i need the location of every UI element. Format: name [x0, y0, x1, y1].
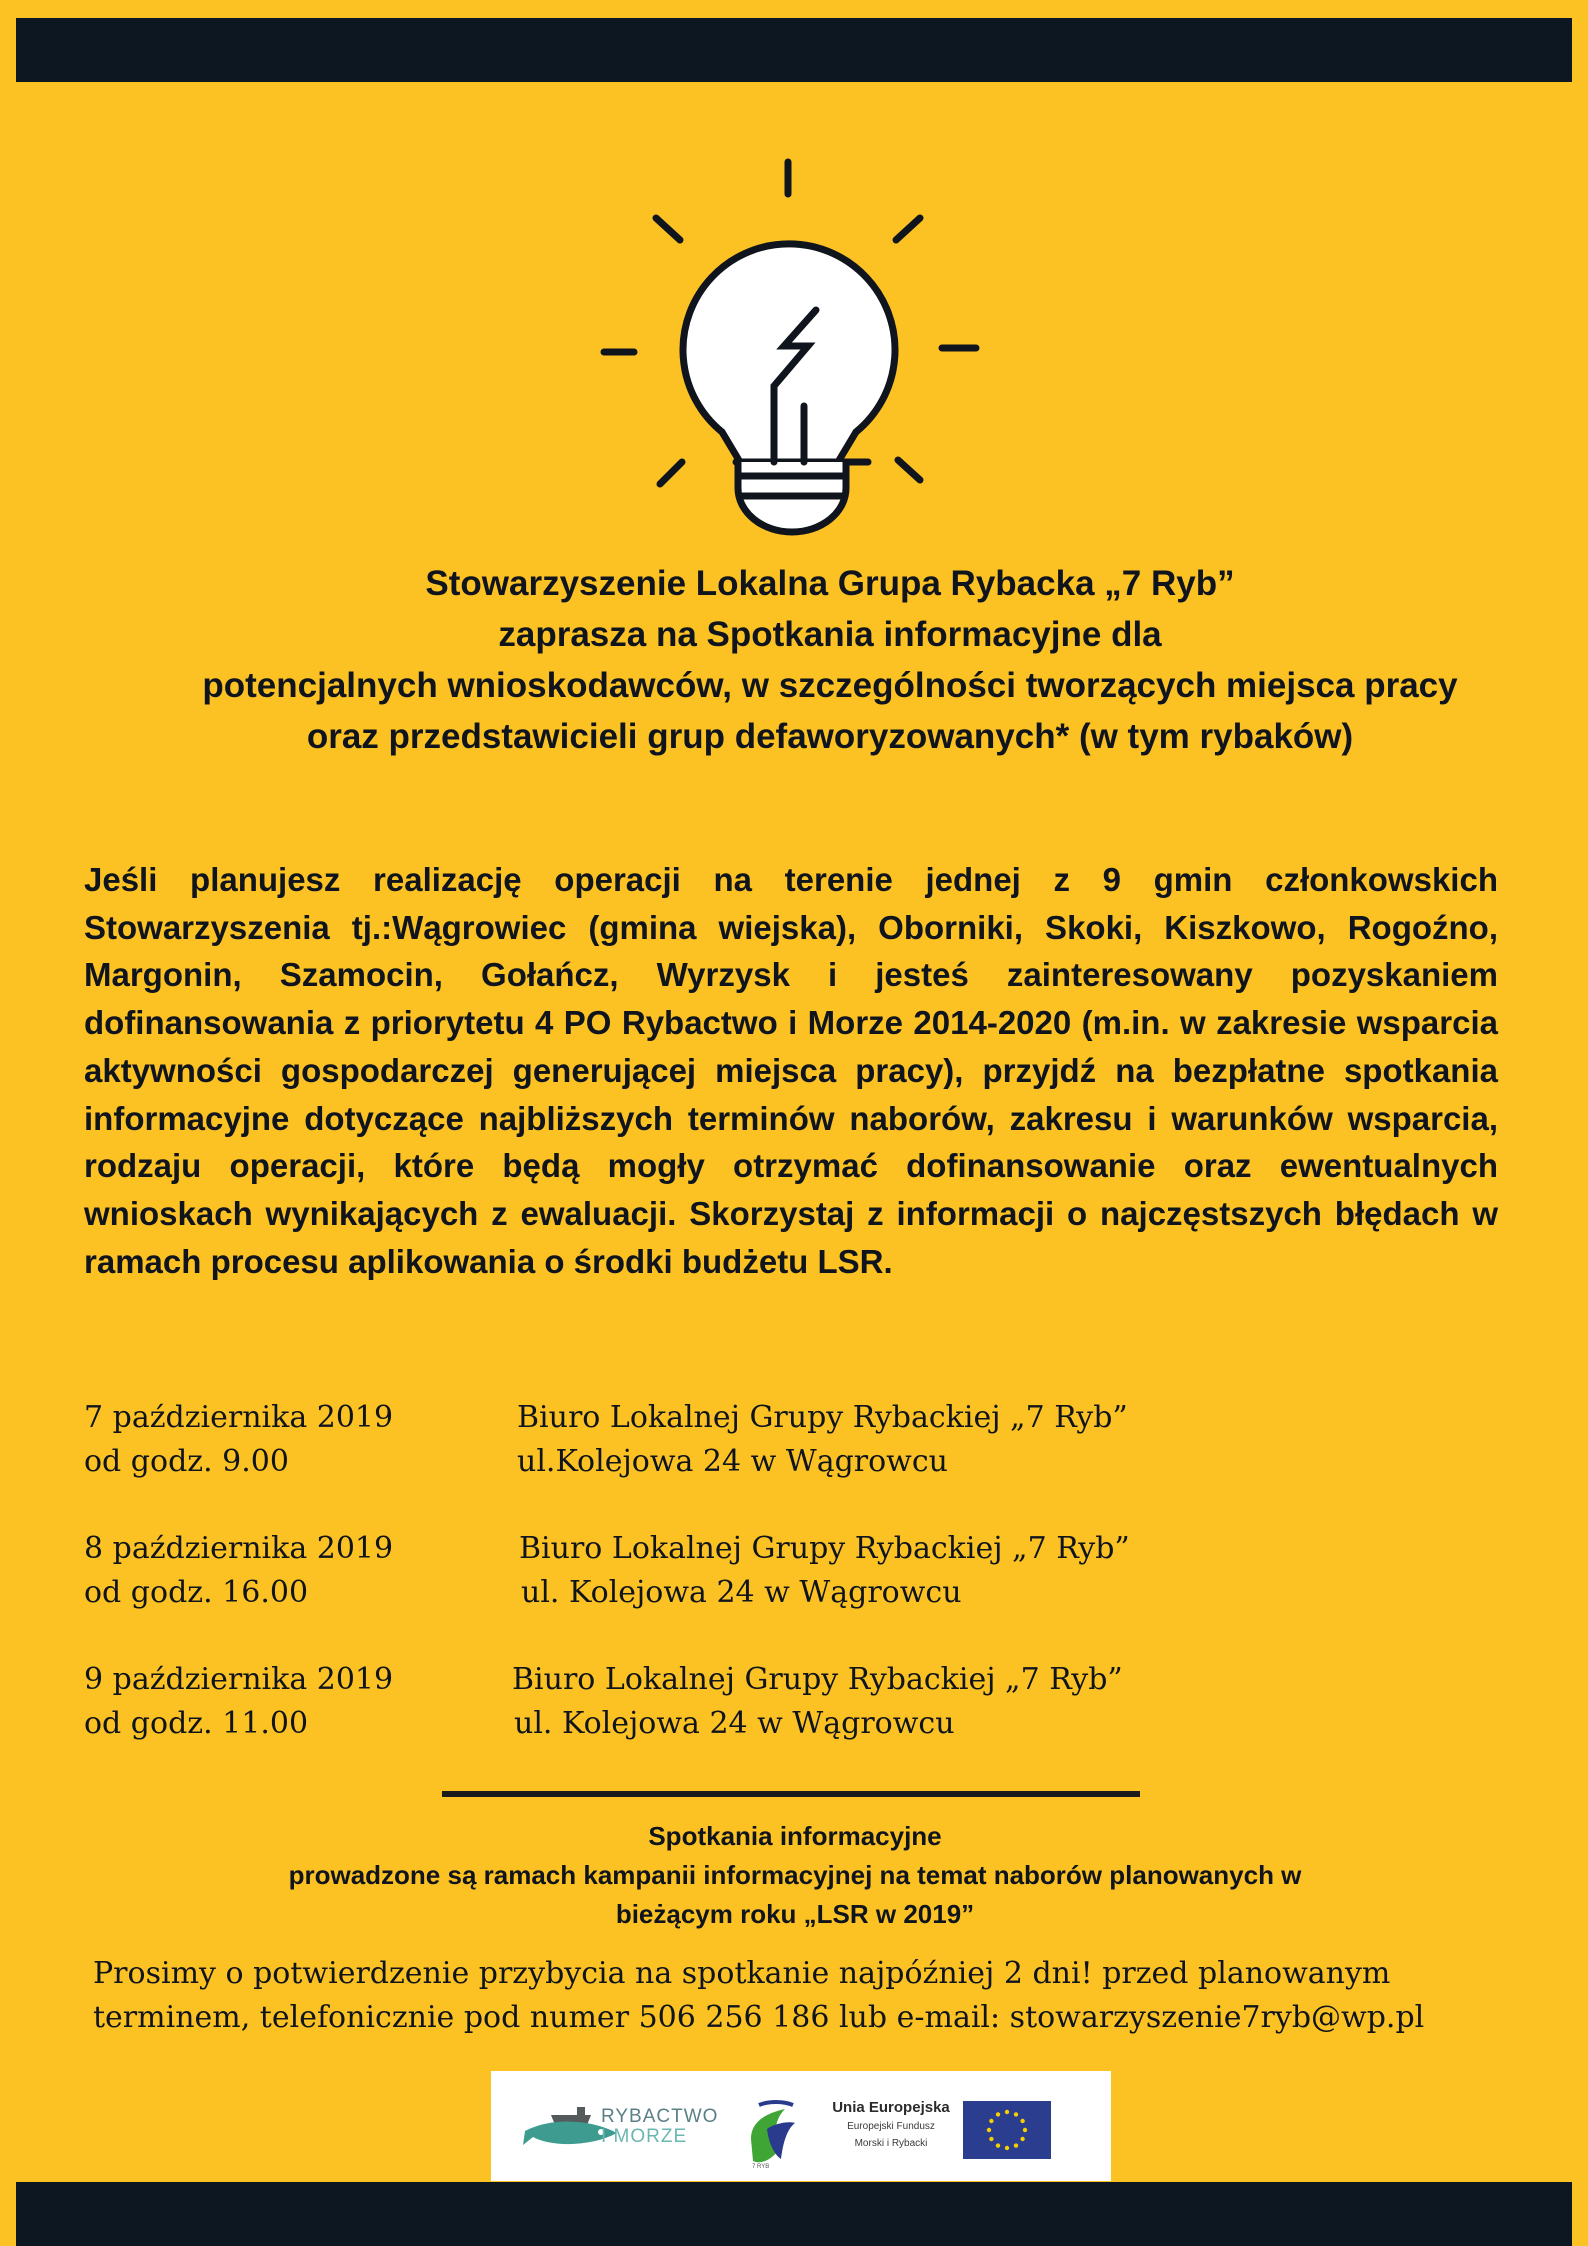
eu-title: Unia Europejska — [832, 2099, 950, 2116]
invitation-title — [150, 558, 1510, 762]
eu-flag-icon — [963, 2101, 1051, 2159]
title-line: Stowarzyszenie Lokalna Grupa Rybacka „7 Ryb” — [425, 564, 1235, 603]
rybactwo-line: I MORZE — [601, 2126, 688, 2147]
meeting-address: ul. Kolejowa 24 w Wągrowcu — [521, 1575, 962, 1610]
campaign-line: Spotkania informacyjne — [648, 1821, 942, 1851]
eu-sub: Morski i Rybacki — [854, 2138, 928, 2149]
sponsor-logos — [491, 2071, 1111, 2181]
campaign-line: bieżącym roku „LSR w 2019” — [615, 1899, 975, 1929]
meeting-time: od godz. 16.00 — [84, 1575, 309, 1610]
meeting-place: Biuro Lokalnej Grupy Rybackiej „7 Ryb” — [519, 1531, 1130, 1566]
intro-paragraph: Jeśli planujesz realizację operacji na terenie jednej z 9 gmin członkowskich Stowarzyszenia tj.:Wągrowiec (gmina wiejska), Oborniki, Skoki, Kiszkowo, Rogoźno, Margonin, Szamocin, Gołańcz, Wyrzysk i jesteś zainteresowany pozyskaniem dofinansowania z priorytetu 4 PO Rybactwo i Morze 2014-2020 (m.in. w zakresie wsparcia aktywności gospodarczej generującej miejsca pracy), przyjdź na bezpłatne spotkania informacyjne dotyczące najbliższych terminów naborów, zakresu i warunków wsparcia, rodzaju operacji, które będą mogły otrzymać dofinansowanie oraz ewentualnych wnioskach wynikających z ewaluacji. Skorzystaj z informacji o najczęstszych błędach w ramach procesu aplikowania o środki budżetu LSR. — [84, 861, 1498, 1280]
bottom-bar — [16, 2182, 1572, 2246]
rybactwo-logo-text — [601, 2107, 718, 2147]
divider — [442, 1791, 1140, 1797]
meeting-date: 8 października 2019 — [84, 1531, 394, 1566]
rybactwo-line: RYBACTWO — [601, 2106, 719, 2127]
meeting-date: 9 października 2019 — [84, 1662, 394, 1697]
confirmation-note — [93, 1952, 1573, 2040]
title-line: oraz przedstawicieli grup defaworyzowanych* (w tym rybaków) — [306, 717, 1354, 756]
meeting-address: ul.Kolejowa 24 w Wągrowcu — [517, 1444, 948, 1479]
meeting-address: ul. Kolejowa 24 w Wągrowcu — [514, 1706, 955, 1741]
meeting-place: Biuro Lokalnej Grupy Rybackiej „7 Ryb” — [512, 1662, 1123, 1697]
title-line: zaprasza na Spotkania informacyjne dla — [498, 615, 1162, 654]
light-bulb-icon — [590, 150, 990, 540]
meeting-time: od godz. 11.00 — [84, 1706, 309, 1741]
meeting-date: 7 października 2019 — [84, 1400, 394, 1435]
campaign-note — [180, 1817, 1410, 1934]
eu-sub: Europejski Fundusz — [847, 2121, 935, 2132]
title-line: potencjalnych wnioskodawców, w szczególności tworzących miejsca pracy — [202, 666, 1458, 705]
campaign-line: prowadzone są ramach kampanii informacyjnej na temat naborów planowanych w — [288, 1860, 1302, 1890]
lgr-caption: 7 RYB — [752, 2164, 770, 2170]
lgr-7-ryb-logo — [745, 2099, 799, 2171]
meeting-time: od godz. 9.00 — [84, 1444, 289, 1479]
top-bar — [16, 18, 1572, 82]
eu-logo-text — [821, 2099, 961, 2150]
confirm-line: Prosimy o potwierdzenie przybycia na spotkanie najpóźniej 2 dni! przed planowanym — [93, 1956, 1391, 1991]
meeting-place: Biuro Lokalnej Grupy Rybackiej „7 Ryb” — [517, 1400, 1128, 1435]
confirm-line: terminem, telefonicznie pod numer 506 256 186 lub e-mail: stowarzyszenie7ryb@wp.pl — [93, 2000, 1425, 2035]
